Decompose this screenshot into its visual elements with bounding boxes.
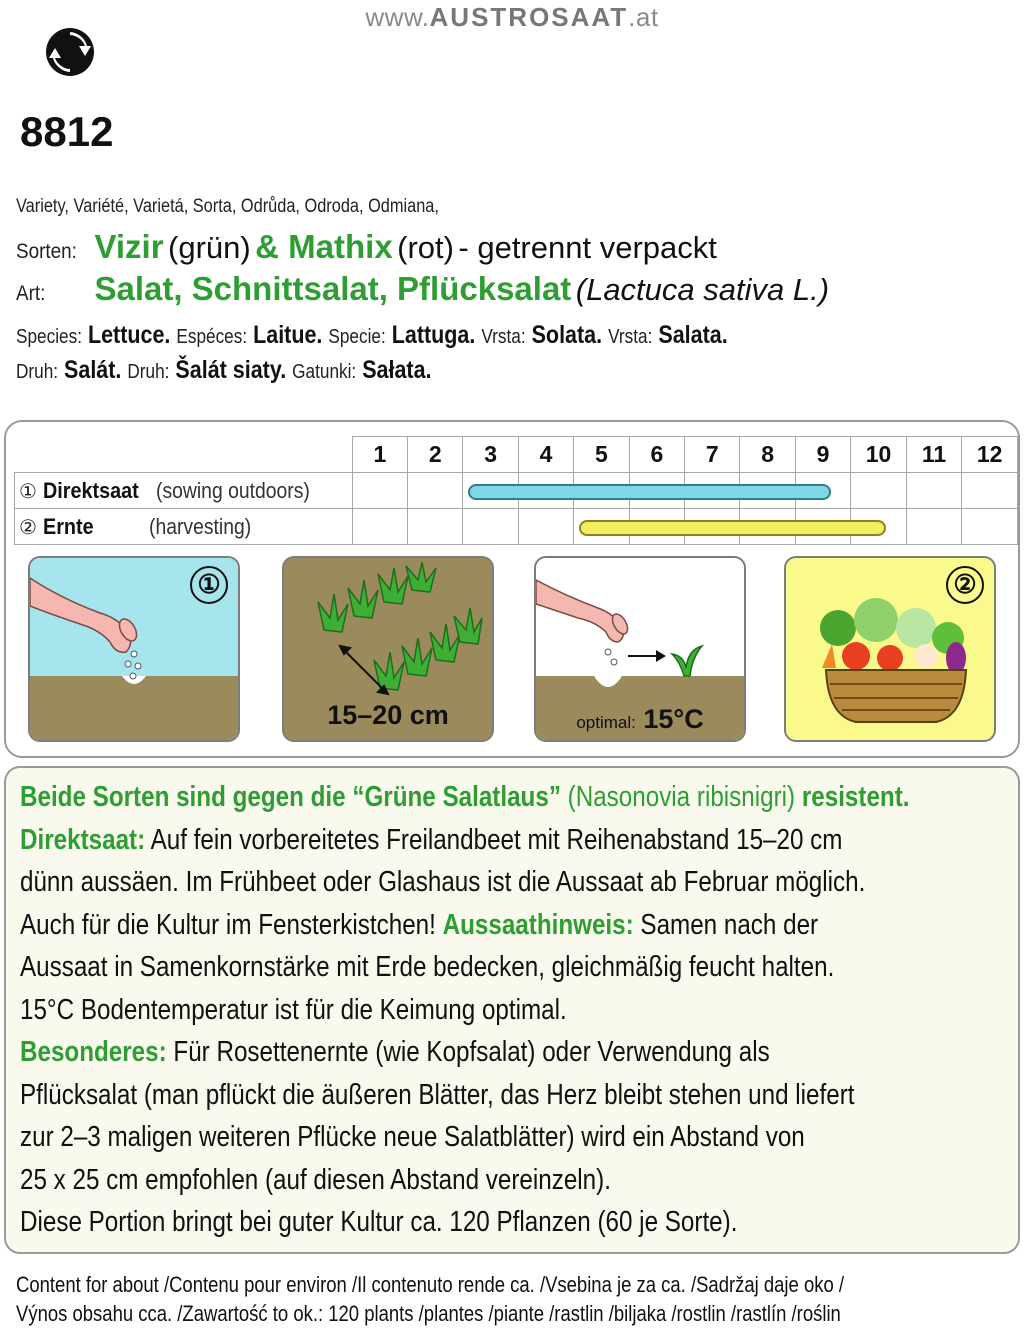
info-line: Pflücksalat (man pflückt die äußeren Blätter, das Herz bleibt stehen und liefert [20,1078,855,1111]
row-translation: (harvesting) [149,513,252,539]
spacing-label: 15–20 cm [327,700,449,730]
url-suffix: .at [628,2,659,32]
panel-harvest [784,556,996,742]
sorten-label: Sorten: [16,240,77,263]
info-text: Für Rosettenernte (wie Kopfsalat) oder Verwendung als [173,1036,770,1068]
art-label: Art: [16,282,46,305]
art-name: Salat, Schnittsalat, Pflücksalat [94,270,572,307]
species-value: Lettuce. [87,321,171,349]
harvest-period-bar [579,520,887,536]
info-line [20,776,1005,819]
month-10: 10 [851,437,907,473]
species-label: Espéces: [176,326,248,348]
panel-temperature [534,556,746,742]
species-label: Species: [16,326,82,348]
packing-note: - getrennt verpackt [458,230,717,265]
pest-latin-name: (Nasonovia ribisnigri) [567,781,796,813]
month-cell [906,509,962,545]
month-cell [408,473,463,509]
info-text: Auch für die Kultur im Fensterkistchen! [20,908,436,941]
panel-sowing [28,556,240,742]
species-line-2 [16,356,432,385]
content-footer [16,1270,1007,1328]
heading-aussaathinweis: Aussaathinweis: [442,908,634,941]
species-label: Specie: [328,326,386,348]
variety-vizir-color: (grün) [168,230,251,265]
info-line [20,904,1005,947]
sorten-row [16,228,717,266]
month-1: 1 [352,437,407,473]
species-label: Druh: [127,361,170,383]
info-line: zur 2–3 maligen weiteren Pflücke neue Salatblätter) wird ein Abstand von [20,1121,805,1153]
row-label-harvest [15,509,353,545]
website-url [0,2,1024,33]
info-text: Samen nach der [640,908,819,941]
footer-line-1: Content for about /Contenu pour environ /Il contenuto rende ca. /Vsebina je za ca. /Sadržaj daje oko / [16,1272,845,1297]
heading-direktsaat: Direktsaat: [20,823,146,856]
month-11: 11 [906,437,962,473]
step-1-badge: ① [190,566,228,604]
temperature-label [536,704,744,735]
brand-name: AUSTROSAAT [429,2,629,32]
instructions-text [20,776,1005,1244]
month-cell [408,509,463,545]
row-number: ② [19,516,37,539]
month-12: 12 [962,437,1018,473]
species-value: Solata. [531,321,603,349]
instructions-box [4,766,1020,1254]
month-8: 8 [740,437,795,473]
month-cell [962,509,1018,545]
month-9: 9 [795,437,850,473]
species-value: Salata. [658,321,728,349]
species-value: Lattuga. [391,321,476,349]
row-name: Ernte [43,513,94,539]
month-cell [463,509,518,545]
month-header-row [15,437,1018,473]
info-line [20,819,1005,862]
row-label-sowing [15,473,353,509]
month-cell [518,509,573,545]
optimal-label: optimal: [576,713,636,732]
month-5: 5 [574,437,629,473]
month-7: 7 [685,437,740,473]
variety-mathix-color: (rot) [397,230,454,265]
species-label: Druh: [16,361,59,383]
species-value: Laitue. [253,321,323,349]
info-line: Aussaat in Samenkornstärke mit Erde bedecken, gleichmäßig feucht halten. [20,951,835,983]
info-line: dünn aussäen. Im Frühbeet oder Glashaus ist die Aussaat ab Februar möglich. [20,866,866,898]
temperature-value: 15°C [643,704,704,734]
species-label: Vrsta: [608,326,653,348]
resistance-word: resistent. [801,781,910,813]
month-cell [906,473,962,509]
species-line-1 [16,321,728,350]
latin-name: (Lactuca sativa L.) [575,272,830,307]
step-2-badge: ② [946,566,984,604]
variety-mathix: & Mathix [255,228,393,265]
month-3: 3 [463,437,518,473]
variety-line: Variety, Variété, Varietá, Sorta, Odrůda, Odroda, Odmiana, [16,196,439,217]
info-line: Diese Portion bringt bei guter Kultur ca. 120 Pflanzen (60 je Sorte). [20,1206,738,1238]
row-name: Direktsaat [43,477,139,503]
resistance-statement: Beide Sorten sind gegen die “Grüne Salatlaus” [20,781,561,813]
month-4: 4 [518,437,573,473]
row-number: ① [19,480,37,503]
footer-line-2: Výnos obsahu cca. /Zawartość to ok.: 120 plants /plantes /piante /rastlin /biljaka /rostlin /rastlín /roślin [16,1301,841,1326]
month-2: 2 [408,437,463,473]
art-row [16,270,829,308]
calendar-corner [15,437,353,473]
sowing-period-bar [468,484,831,500]
species-label: Gatunki: [292,361,357,383]
month-cell [352,509,407,545]
species-value: Sałata. [362,356,432,384]
info-text: Auf fein vorbereitetes Freilandbeet mit Reihenabstand 15–20 cm [150,823,843,856]
info-line [20,1031,1005,1074]
species-label: Vrsta: [481,326,526,348]
month-cell [352,473,407,509]
month-cell [851,473,907,509]
month-cell [962,473,1018,509]
info-line: 25 x 25 cm empfohlen (auf diesen Abstand vereinzeln). [20,1163,611,1196]
info-line: 15°C Bodentemperatur ist für die Keimung optimal. [20,993,567,1026]
product-code: 8812 [20,108,114,155]
species-value: Šalát siaty. [175,356,287,384]
variety-vizir: Vizir [94,228,164,265]
species-value: Salát. [64,356,122,384]
row-translation: (sowing outdoors) [155,477,310,503]
url-prefix: www. [365,2,430,32]
heading-besonderes: Besonderes: [20,1036,167,1068]
green-dot-recycle-icon [44,26,96,78]
panel-spacing [282,556,494,742]
month-6: 6 [629,437,684,473]
